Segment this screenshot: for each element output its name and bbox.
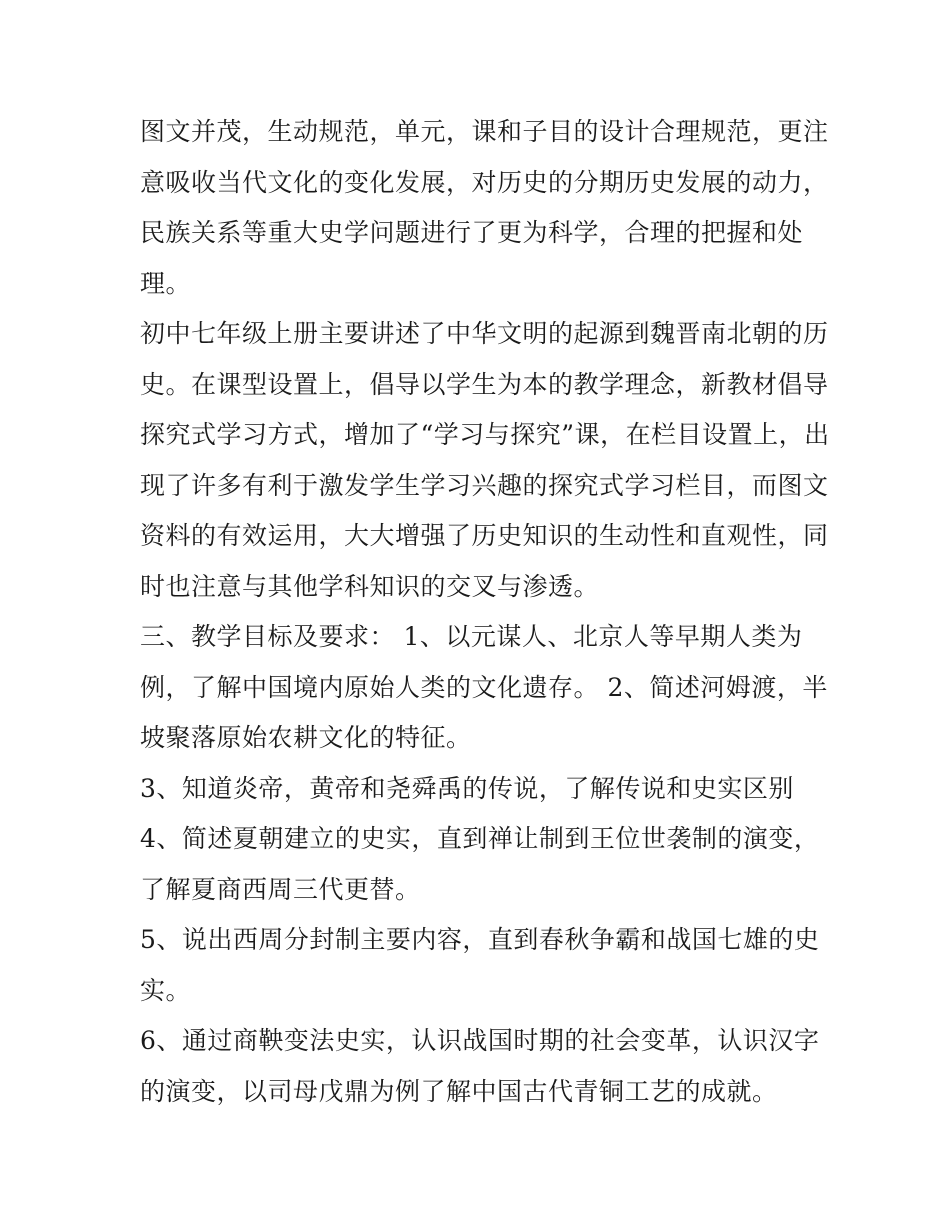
text-line: 初中七年级上册主要讲述了中华文明的起源到魏晋南北朝的历 [140, 319, 829, 348]
text-line: 史。在课型设置上，倡导以学生为本的教学理念，新教材倡导 [140, 369, 829, 399]
text-line: 了解夏商西周三代更替。 [140, 874, 421, 904]
text-line: 探究式学习方式，增加了“学习与探究”课，在栏目设置上，出 [140, 420, 830, 449]
text-line: 的演变，以司母戊鼎为例了解中国古代青铜工艺的成就。 [140, 1076, 778, 1106]
text-line: 意吸收当代文化的变化发展，对历史的分期历史发展的动力， [140, 167, 829, 197]
text-line: 理。 [140, 268, 192, 298]
text-line: 6、通过商鞅变法史实，认识战国时期的社会变革，认识汉字 [140, 1026, 820, 1055]
text-line: 实。 [140, 975, 192, 1005]
text-line: 坡聚落原始农耕文化的特征。 [140, 723, 472, 752]
text-line: 时也注意与其他学科知识的交叉与渗透。 [140, 571, 600, 601]
text-line: 资料的有效运用，大大增强了历史知识的生动性和直观性，同 [140, 521, 829, 550]
text-line: 三、教学目标及要求： 1、以元谋人、北京人等早期人类为 [140, 622, 803, 651]
text-line: 4、简述夏朝建立的史实，直到禅让制到王位世袭制的演变， [140, 824, 820, 853]
body-text [140, 107, 830, 1117]
text-line: 3、知道炎帝，黄帝和尧舜禹的传说，了解传说和史实区别 [140, 773, 794, 803]
text-line: 现了许多有利于激发学生学习兴趣的探究式学习栏目，而图文 [140, 470, 829, 500]
text-line: 5、说出西周分封制主要内容，直到春秋争霸和战国七雄的史 [140, 925, 820, 954]
text-line: 图文并茂，生动规范，单元，课和子目的设计合理规范，更注 [140, 117, 829, 146]
text-line: 例，了解中国境内原始人类的文化遗存。 2、简述河姆渡，半 [140, 672, 828, 702]
text-line: 民族关系等重大史学问题进行了更为科学，合理的把握和处 [140, 218, 804, 247]
